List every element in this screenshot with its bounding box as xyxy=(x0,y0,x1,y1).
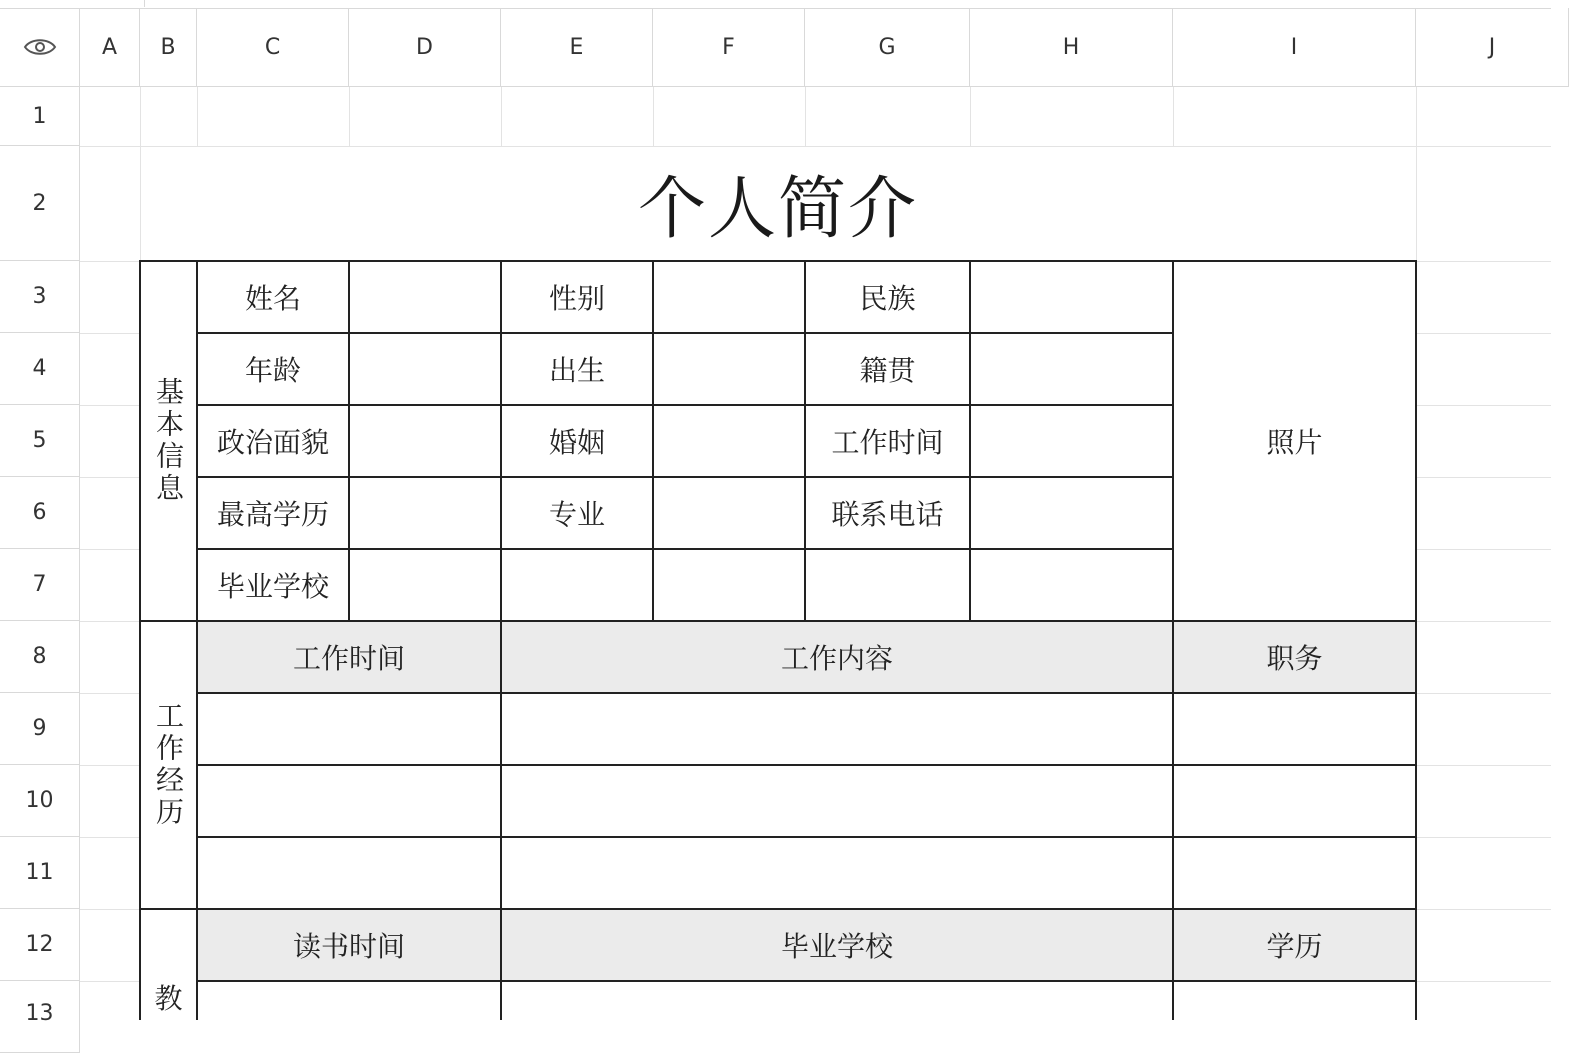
edu-col-degree[interactable]: 学历 xyxy=(1266,930,1323,963)
column-header-a[interactable]: A xyxy=(80,8,140,87)
name-label[interactable]: 姓名 xyxy=(244,282,301,315)
education-section-text: 教 xyxy=(154,982,183,1015)
basic-info-section-text: 基本信息 xyxy=(152,377,185,505)
name-value[interactable] xyxy=(349,261,501,333)
ethnicity-label[interactable]: 民族 xyxy=(859,282,916,315)
row-header-13[interactable]: 13 xyxy=(0,981,80,1053)
work-section-label[interactable] xyxy=(140,621,197,909)
eye-icon[interactable] xyxy=(23,37,57,57)
work-col-time[interactable]: 工作时间 xyxy=(292,642,405,675)
row-header-8[interactable]: 8 xyxy=(0,621,80,693)
row-header-10[interactable]: 10 xyxy=(0,765,80,837)
row-header-6[interactable]: 6 xyxy=(0,477,80,549)
political-label[interactable]: 政治面貌 xyxy=(216,426,329,459)
row-header-7[interactable]: 7 xyxy=(0,549,80,621)
work-section-text: 工作经历 xyxy=(152,701,185,829)
column-header-d[interactable]: D xyxy=(349,8,501,87)
work-col-content[interactable]: 工作内容 xyxy=(780,642,893,675)
row-header-4[interactable]: 4 xyxy=(0,333,80,405)
column-header-g[interactable]: G xyxy=(805,8,970,87)
select-all-corner[interactable] xyxy=(0,8,80,87)
row-header-12[interactable]: 12 xyxy=(0,909,80,981)
education-section-label[interactable] xyxy=(140,909,197,1015)
ethnicity-value[interactable] xyxy=(970,261,1173,333)
column-header-i[interactable]: I xyxy=(1173,8,1416,87)
major-label[interactable]: 专业 xyxy=(548,498,605,531)
row-header-9[interactable]: 9 xyxy=(0,693,80,765)
page-title[interactable]: 个人简介 xyxy=(637,170,918,249)
gender-value[interactable] xyxy=(653,261,805,333)
native-place-label[interactable]: 籍贯 xyxy=(859,354,916,387)
row-header-11[interactable]: 11 xyxy=(0,837,80,909)
row-header-2[interactable]: 2 xyxy=(0,146,80,261)
photo-cell[interactable]: 照片 xyxy=(1266,426,1323,459)
edu-col-time[interactable]: 读书时间 xyxy=(292,930,405,963)
gender-label[interactable]: 性别 xyxy=(548,282,605,315)
row-header-5[interactable]: 5 xyxy=(0,405,80,477)
column-header-h[interactable]: H xyxy=(970,8,1173,87)
column-header-f[interactable]: F xyxy=(653,8,805,87)
school-label[interactable]: 毕业学校 xyxy=(216,570,329,603)
marriage-label[interactable]: 婚姻 xyxy=(548,426,605,459)
row-header-1[interactable]: 1 xyxy=(0,87,80,146)
column-header-c[interactable]: C xyxy=(197,8,349,87)
work-time-label[interactable]: 工作时间 xyxy=(831,426,944,459)
age-label[interactable]: 年龄 xyxy=(244,354,301,387)
phone-label[interactable]: 联系电话 xyxy=(831,498,944,531)
education-level-label[interactable]: 最高学历 xyxy=(216,498,329,531)
edu-col-school[interactable]: 毕业学校 xyxy=(780,930,893,963)
work-col-position[interactable]: 职务 xyxy=(1266,642,1323,675)
column-header-e[interactable]: E xyxy=(501,8,653,87)
basic-info-section-label[interactable] xyxy=(140,261,197,621)
column-header-b[interactable]: B xyxy=(140,8,197,87)
row-header-3[interactable]: 3 xyxy=(0,261,80,333)
column-header-j[interactable]: J xyxy=(1416,8,1569,87)
birth-label[interactable]: 出生 xyxy=(548,354,605,387)
